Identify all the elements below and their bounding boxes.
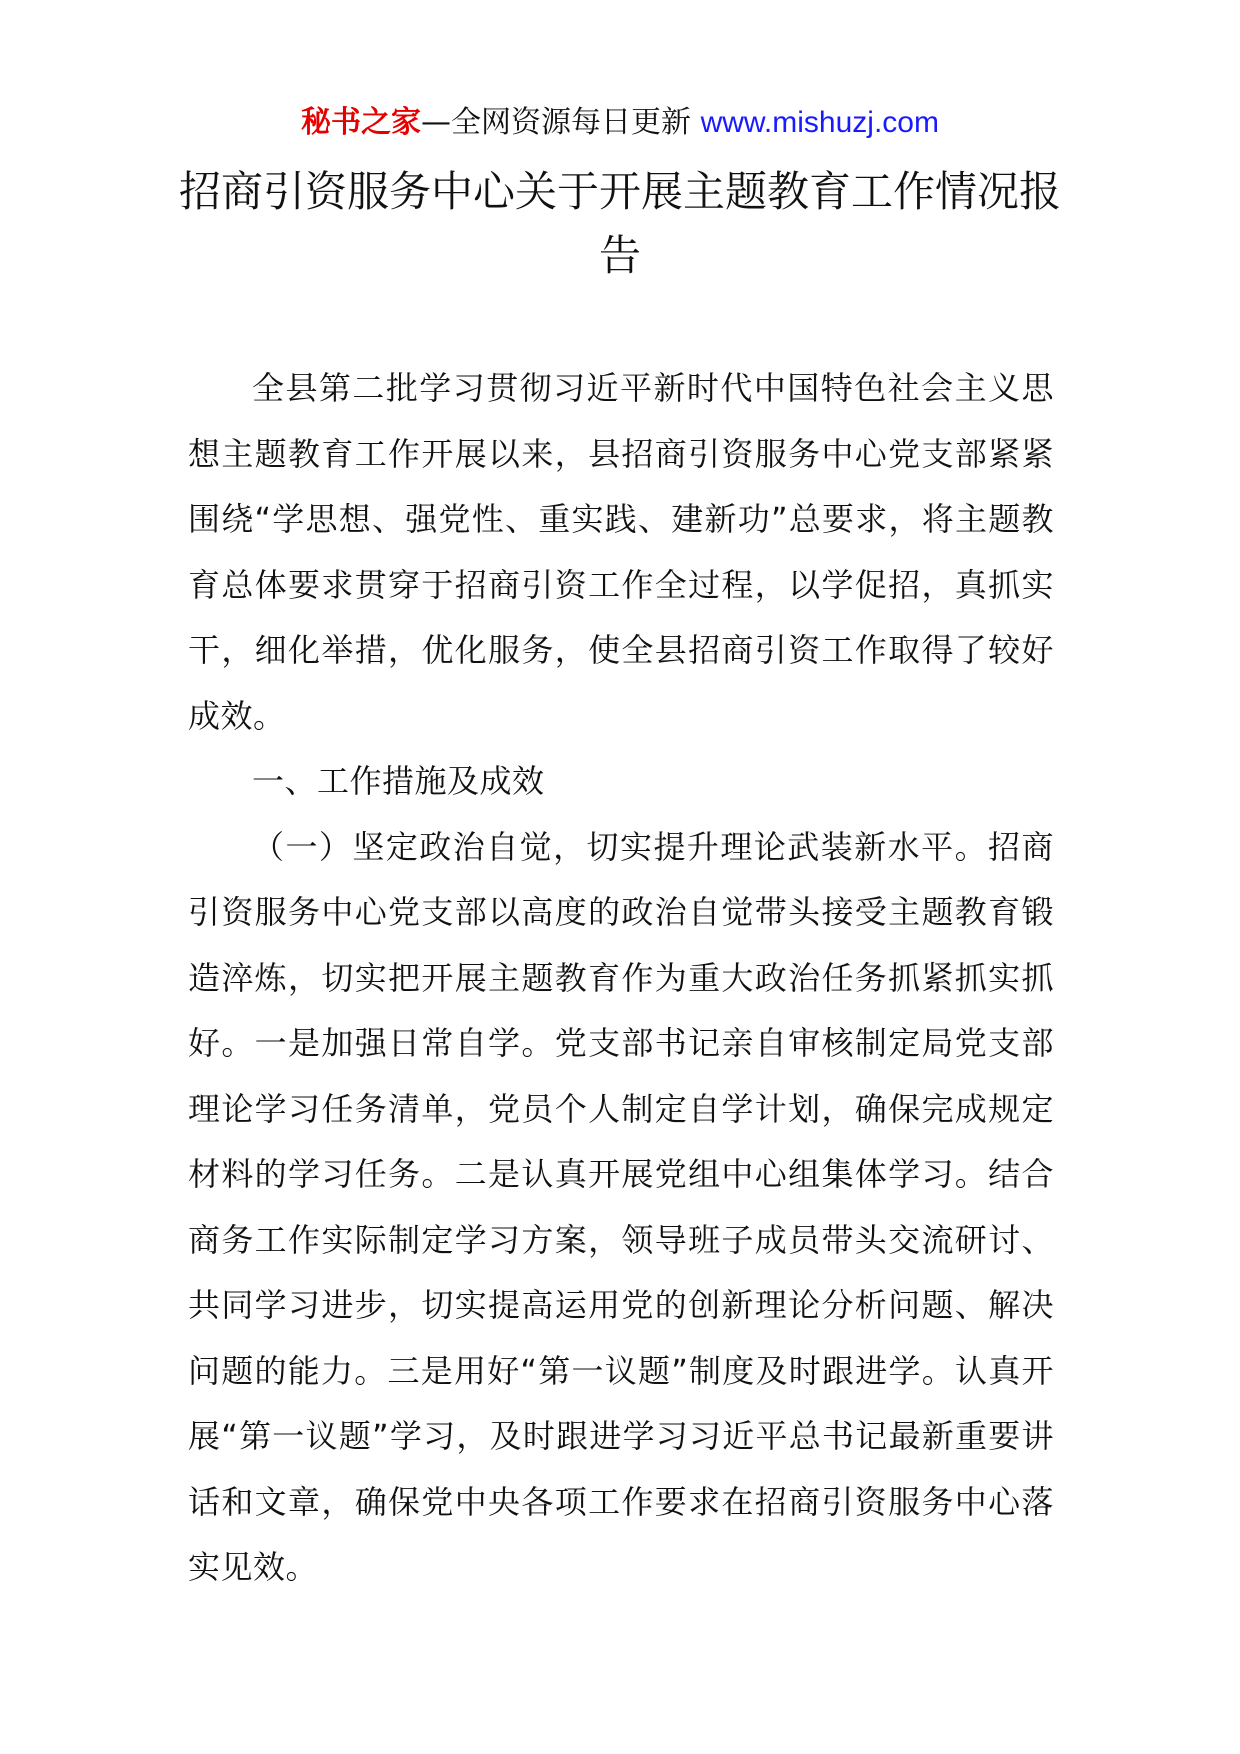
document-title: 招商引资服务中心关于开展主题教育工作情况报告 bbox=[178, 167, 1061, 280]
site-tagline: —全网资源每日更新 bbox=[421, 105, 692, 140]
section-heading: 一、工作措施及成效 bbox=[252, 762, 545, 800]
site-url-link[interactable]: www.mishuzj.com bbox=[700, 106, 939, 139]
site-brand: 秘书之家 bbox=[301, 105, 422, 140]
subsection-paragraph: （一）坚定政治自觉，切实提升理论武装新水平。招商引资服务中心党支部以高度的政治自觉带头接受主题教育锻造淬炼，切实把开展主题教育作为重大政治任务抓紧抓实抓好。一是加强日常自学。党支部书记亲自审核制定局党支部理论学习任务清单，党员个人制定自学计划，确保完成规定材料的学习任务。二是认真开展党组中心组集体学习。结合商务工作实际制定学习方案，领导班子成员带头交流研讨、共同学习进步，切实提高运用党的创新理论分析问题、解决问题的能力。三是用好“第一议题”制度及时跟进学。认真开展“第一议题”学习，及时跟进学习习近平总书记最新重要讲话和文章，确保党中央各项工作要求在招商引资服务中心落实见效。 bbox=[188, 827, 1054, 1586]
site-header bbox=[0, 100, 1240, 146]
document-body bbox=[188, 356, 1054, 1601]
intro-paragraph: 全县第二批学习贯彻习近平新时代中国特色社会主义思想主题教育工作开展以来，县招商引资服务中心党支部紧紧围绕“学思想、强党性、重实践、建新功”总要求，将主题教育总体要求贯穿于招商引资工作全过程，以学促招，真抓实干，细化举措，优化服务，使全县招商引资工作取得了较好成效。 bbox=[188, 369, 1054, 735]
